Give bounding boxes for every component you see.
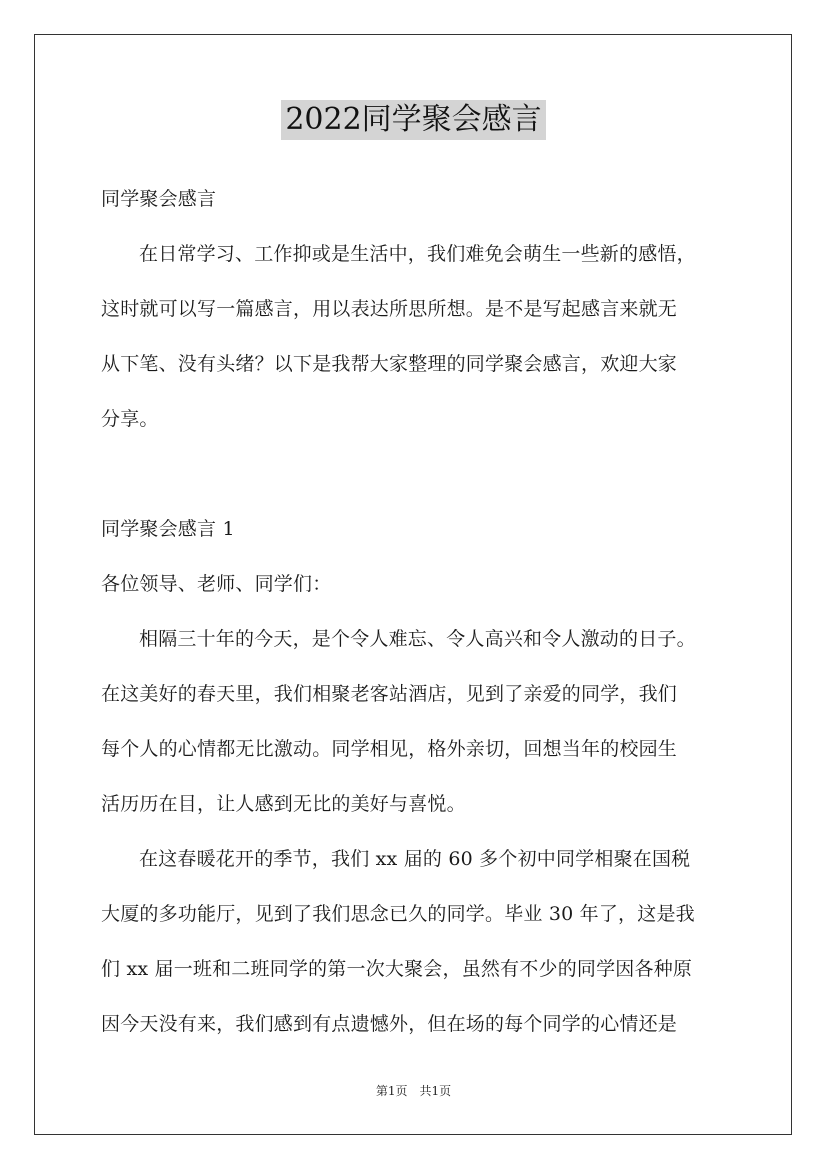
blank-line [101, 447, 741, 502]
intro-line: 这时就可以写一篇感言，用以表达所思所想。是不是写起感言来就无 [101, 298, 678, 320]
intro-line: 在日常学习、工作抑或是生活中，我们难免会萌生一些新的感悟， [139, 243, 696, 265]
paragraph-line: 在这美好的春天里，我们相聚老客站酒店，见到了亲爱的同学，我们 [101, 683, 678, 705]
intro-line: 从下笔、没有头绪？以下是我帮大家整理的同学聚会感言，欢迎大家 [101, 353, 678, 375]
intro-paragraph-cont [101, 282, 741, 447]
section-title: 同学聚会感言 1 [101, 518, 235, 540]
intro-line: 分享。 [101, 408, 159, 430]
page-footer [0, 1083, 827, 1099]
paragraph-line: 大厦的多功能厅，见到了我们思念已久的同学。毕业 30 年了，这是我 [101, 903, 695, 925]
paragraph-1-cont [101, 667, 741, 832]
paragraph-line: 活历历在目，让人感到无比的美好与喜悦。 [101, 793, 466, 815]
paragraph-line: 在这春暖花开的季节，我们 xx 届的 60 多个初中同学相聚在国税 [139, 848, 691, 870]
paragraph-2 [101, 832, 741, 887]
intro-paragraph [101, 227, 741, 282]
document-body [101, 172, 741, 1052]
paragraph-line: 们 xx 届一班和二班同学的第一次大聚会，虽然有不少的同学因各种原 [101, 958, 693, 980]
paragraph-line: 因今天没有来，我们感到有点遗憾外，但在场的每个同学的心情还是 [101, 1013, 678, 1035]
salutation: 各位领导、老师、同学们： [101, 573, 332, 595]
page-number: 第1页 共1页 [375, 1084, 452, 1098]
paragraph-1 [101, 612, 741, 667]
paragraph-2-cont [101, 887, 741, 1052]
document-title: 2022同学聚会感言 [281, 100, 545, 140]
title-container [0, 100, 827, 140]
document-heading: 同学聚会感言 [101, 188, 217, 210]
paragraph-line: 相隔三十年的今天，是个令人难忘、令人高兴和令人激动的日子。 [139, 628, 696, 650]
paragraph-line: 每个人的心情都无比激动。同学相见，格外亲切，回想当年的校园生 [101, 738, 678, 760]
